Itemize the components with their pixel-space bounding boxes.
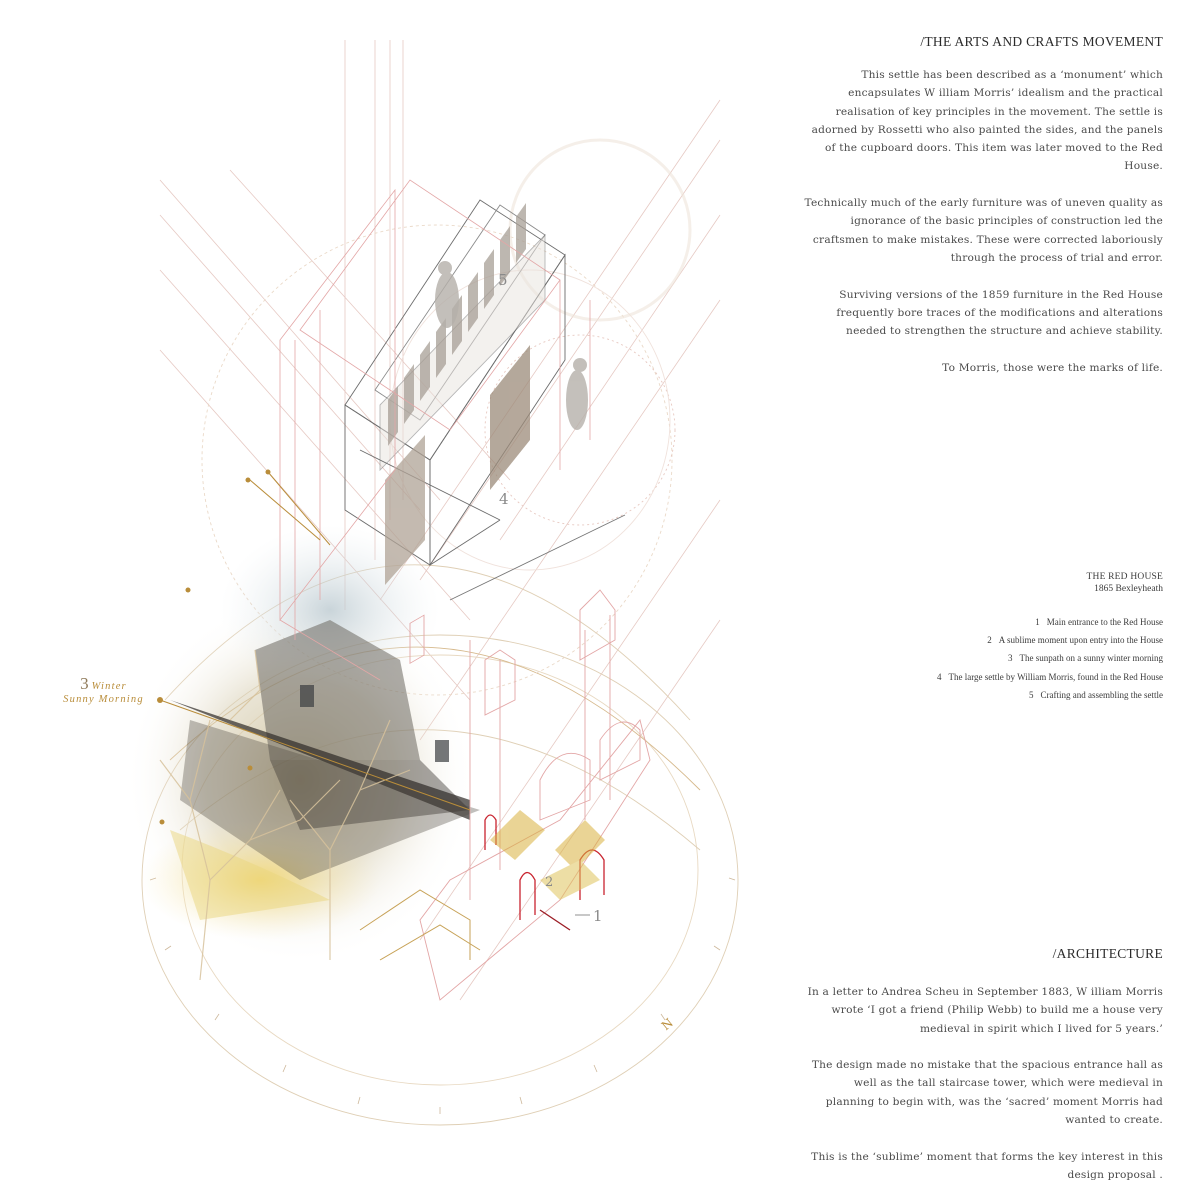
marker-settle-crafting: 5 [498, 271, 508, 289]
legend-item [937, 613, 1163, 631]
legend-item-number: 4 [936, 671, 942, 682]
legend-item [937, 649, 1163, 667]
arts-crafts-title: /THE ARTS AND CRAFTS MOVEMENT [920, 34, 1163, 49]
legend-item-number: 5 [1029, 689, 1034, 700]
marker-settle: 4 [499, 490, 509, 508]
architecture-paragraph: This is the ‘sublime’ moment that forms the key interest in this design proposal . [811, 1150, 1163, 1181]
architecture-paragraph: In a letter to Andrea Scheu in September 1883, W illiam Morris wrote ‘I got a friend (Philip Webb) to build me a house very medieval in spirit which I lived for 5 years.’ [807, 986, 1163, 1035]
architecture-title: /ARCHITECTURE [1052, 946, 1163, 961]
red-house-legend [937, 571, 1163, 704]
sun-label [56, 674, 151, 706]
legend-item-label: A sublime moment upon entry into the House [998, 635, 1163, 646]
sun-label-line1: Winter [91, 681, 127, 692]
architecture-paragraph: The design made no mistake that the spacious entrance hall as well as the tall staircase tower, which were medieval in planning to begin with, was the ‘sacred’ moment Morris had wanted to create. [811, 1059, 1163, 1127]
sun-label-number: 3 [80, 674, 89, 693]
legend-item-number: 3 [1008, 653, 1013, 664]
arts-crafts-paragraph: Technically much of the early furniture was of uneven quality as ignorance of the basic principles of construction led the craftsmen to make mistakes. These were corrected laboriously through the process of trial and error. [804, 197, 1163, 264]
legend-item-label: Crafting and assembling the settle [1040, 689, 1163, 700]
sun-label-line2: Sunny Morning [63, 694, 144, 705]
marker-entrance: 1 [593, 907, 603, 925]
legend-title: THE RED HOUSE [1086, 572, 1163, 582]
arts-crafts-text [803, 66, 1163, 395]
marker-sublime: 2 [545, 875, 554, 890]
arts-crafts-paragraph: This settle has been described as a ‘monument’ which encapsulates W illiam Morris’ idealism and the practical realisation of key principles in the movement. The settle is adorned by Rossetti who also painted the sides, and the panels of the cupboard doors. This item was later moved to the Red House. [811, 69, 1163, 173]
north-symbol: N [658, 1015, 676, 1034]
legend-item [937, 668, 1163, 686]
architecture-text [803, 983, 1163, 1203]
legend-item-label: The sunpath on a sunny winter morning [1019, 653, 1163, 664]
legend-item-number: 1 [1035, 617, 1040, 627]
legend-item [937, 686, 1163, 704]
legend-list [937, 613, 1163, 704]
arts-crafts-paragraph: To Morris, those were the marks of life. [942, 361, 1163, 374]
legend-subtitle: 1865 Bexleyheath [1094, 584, 1163, 594]
legend-item-number: 2 [987, 635, 992, 646]
legend-item [937, 631, 1163, 649]
arts-crafts-paragraph: Surviving versions of the 1859 furniture in the Red House frequently bore traces of the modifications and alterations needed to strengthen the structure and achieve stability. [836, 288, 1163, 338]
legend-item-label: The large settle by William Morris, found in the Red House [948, 671, 1163, 682]
legend-item-label: Main entrance to the Red House [1046, 617, 1163, 627]
